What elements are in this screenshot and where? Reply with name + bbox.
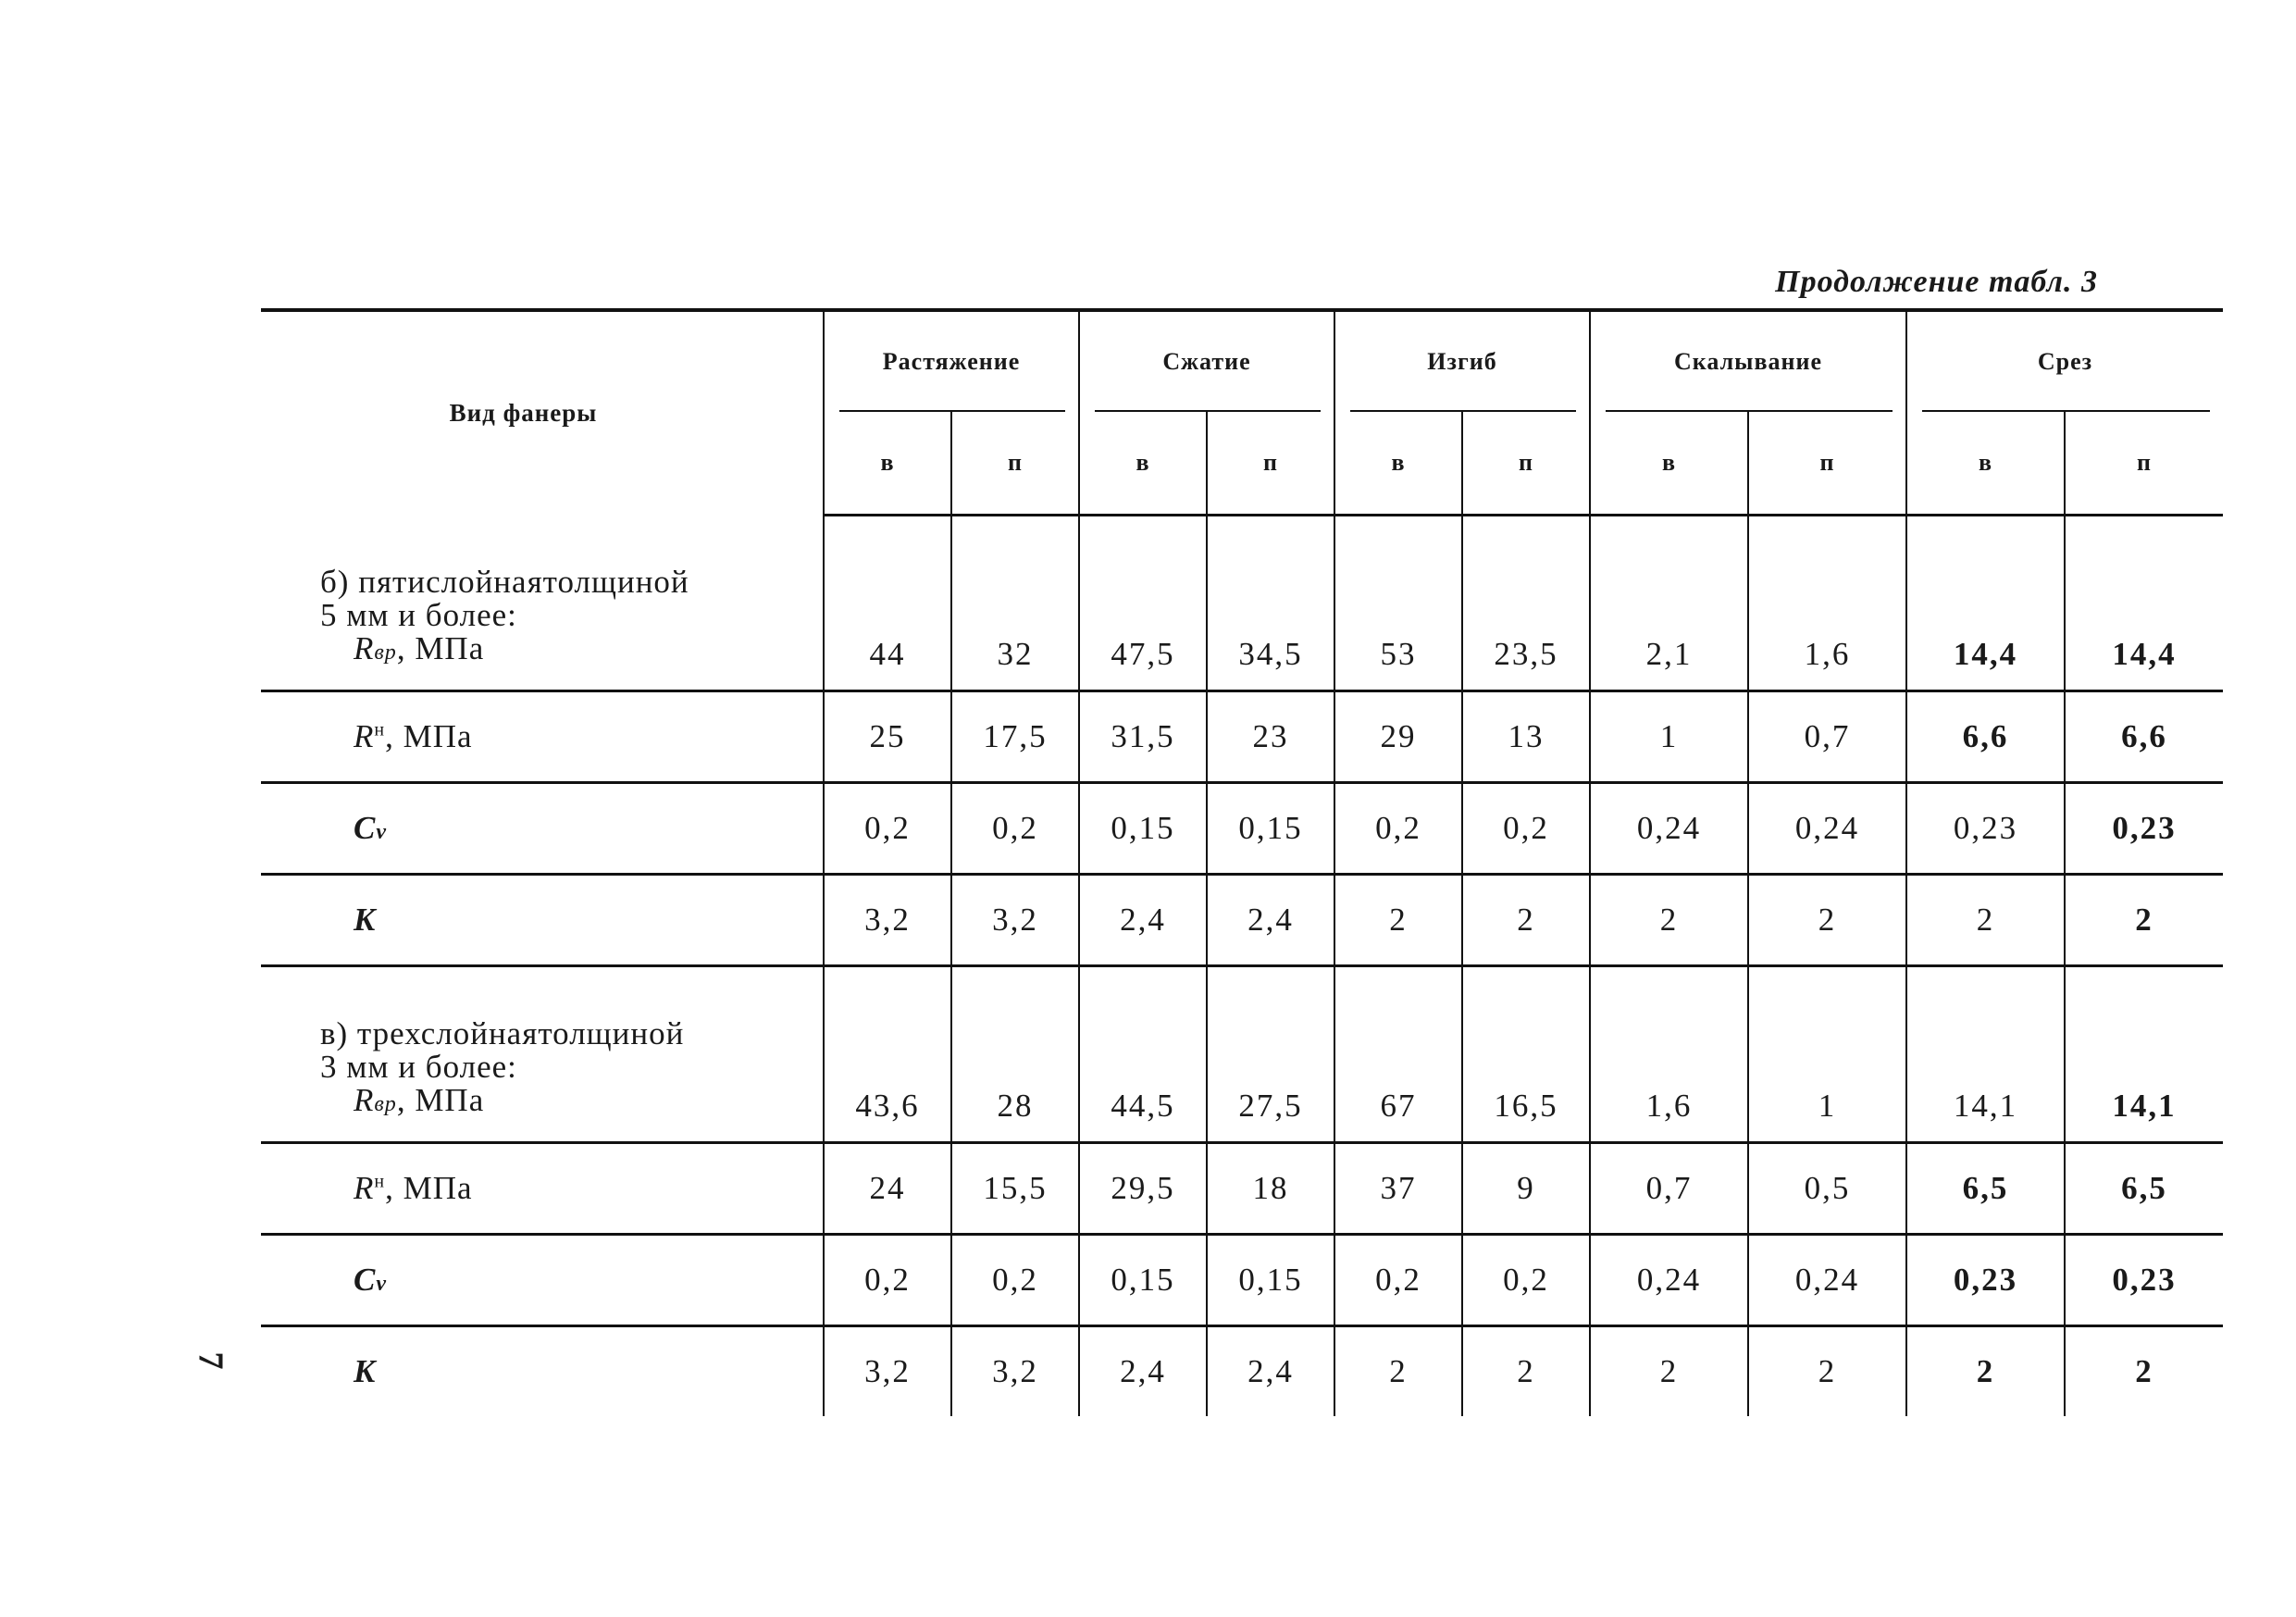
cell: 0,23	[2065, 1234, 2223, 1325]
cell: 2	[2065, 1325, 2223, 1416]
table-row	[261, 516, 2223, 691]
row-label	[261, 1234, 824, 1325]
row-label	[261, 1142, 824, 1234]
symbol: R	[354, 1081, 375, 1118]
cell: 0,2	[951, 782, 1079, 874]
cell: 37	[1334, 1142, 1462, 1234]
table-row	[261, 965, 2223, 1142]
cell: 47,5	[1079, 516, 1207, 691]
group-label: Изгиб	[1427, 348, 1497, 375]
cell: 0,7	[1748, 690, 1906, 782]
group-header	[1906, 310, 2223, 412]
cell: 2	[1334, 1325, 1462, 1416]
cell: 44	[824, 516, 951, 691]
cell: 6,5	[2065, 1142, 2223, 1234]
cell: 1	[1748, 965, 1906, 1142]
cell: 14,1	[1906, 965, 2065, 1142]
cell: 23	[1207, 690, 1334, 782]
cell: 0,2	[824, 1234, 951, 1325]
cell: 1,6	[1590, 965, 1748, 1142]
cell: 1,6	[1748, 516, 1906, 691]
row-label	[261, 874, 824, 965]
table-row	[261, 1234, 2223, 1325]
row-label	[261, 965, 824, 1142]
symbol-superscript: н	[374, 1170, 386, 1191]
unit: , МПа	[396, 1081, 485, 1118]
group-header	[1334, 310, 1590, 412]
cell: 29	[1334, 690, 1462, 782]
group-label: Сжатие	[1162, 348, 1251, 375]
symbol-subscript: вр	[374, 640, 397, 665]
cell: 0,5	[1748, 1142, 1906, 1234]
section-title: б) пятислойная	[320, 563, 543, 600]
cell: 16,5	[1462, 965, 1590, 1142]
unit: , МПа	[396, 629, 485, 666]
cell: 3,2	[951, 874, 1079, 965]
cell: 0,2	[1334, 782, 1462, 874]
group-header	[1590, 310, 1906, 412]
cell: 6,6	[1906, 690, 2065, 782]
cell: 0,2	[951, 1234, 1079, 1325]
cell: 9	[1462, 1142, 1590, 1234]
cell: 0,15	[1207, 1234, 1334, 1325]
cell: 2	[1748, 874, 1906, 965]
symbol: C	[354, 809, 377, 846]
cell: 2	[1748, 1325, 1906, 1416]
cell: 0,2	[824, 782, 951, 874]
cell: 0,15	[1207, 782, 1334, 874]
cell: 14,1	[2065, 965, 2223, 1142]
cell: 14,4	[2065, 516, 2223, 691]
section-title-suffix: толщиной	[542, 563, 689, 600]
cell: 23,5	[1462, 516, 1590, 691]
cell: 32	[951, 516, 1079, 691]
cell: 2,1	[1590, 516, 1748, 691]
row-label	[261, 782, 824, 874]
cell: 31,5	[1079, 690, 1207, 782]
sub-header: п	[2065, 412, 2223, 516]
cell: 18	[1207, 1142, 1334, 1234]
symbol-subscript: v	[376, 1271, 388, 1296]
cell: 3,2	[824, 874, 951, 965]
page-number: 7	[191, 1351, 230, 1370]
table-row	[261, 1325, 2223, 1416]
cell: 2	[1462, 1325, 1590, 1416]
unit: , МПа	[385, 717, 473, 754]
cell: 43,6	[824, 965, 951, 1142]
cell: 2,4	[1079, 874, 1207, 965]
table-row	[261, 690, 2223, 782]
sub-header: в	[1334, 412, 1462, 516]
plywood-strength-table	[261, 308, 2223, 1416]
cell: 13	[1462, 690, 1590, 782]
sub-header: в	[1079, 412, 1207, 516]
cell: 6,6	[2065, 690, 2223, 782]
row-label	[261, 516, 824, 691]
cell: 0,2	[1334, 1234, 1462, 1325]
table-caption: Продолжение табл. 3	[1775, 265, 2098, 299]
section-title-suffix: толщиной	[538, 1014, 685, 1051]
symbol-superscript: н	[374, 718, 386, 740]
sub-header: п	[951, 412, 1079, 516]
cell: 14,4	[1906, 516, 2065, 691]
cell: 0,15	[1079, 782, 1207, 874]
symbol: K	[354, 901, 377, 938]
cell: 0,23	[1906, 782, 2065, 874]
cell: 0,23	[2065, 782, 2223, 874]
sub-header: в	[824, 412, 951, 516]
cell: 0,2	[1462, 782, 1590, 874]
cell: 2	[2065, 874, 2223, 965]
group-label: Срез	[2037, 348, 2093, 375]
sub-header: п	[1462, 412, 1590, 516]
cell: 2	[1906, 874, 2065, 965]
row-label	[261, 1325, 824, 1416]
cell: 29,5	[1079, 1142, 1207, 1234]
cell: 17,5	[951, 690, 1079, 782]
cell: 0,24	[1590, 782, 1748, 874]
cell: 24	[824, 1142, 951, 1234]
cell: 1	[1590, 690, 1748, 782]
cell: 2	[1590, 1325, 1748, 1416]
cell: 28	[951, 965, 1079, 1142]
cell: 2	[1590, 874, 1748, 965]
cell: 34,5	[1207, 516, 1334, 691]
cell: 2,4	[1207, 874, 1334, 965]
table-row	[261, 874, 2223, 965]
cell: 0,24	[1748, 782, 1906, 874]
cell: 2	[1462, 874, 1590, 965]
cell: 2,4	[1207, 1325, 1334, 1416]
cell: 27,5	[1207, 965, 1334, 1142]
sub-header: п	[1748, 412, 1906, 516]
cell: 0,23	[1906, 1234, 2065, 1325]
cell: 0,24	[1748, 1234, 1906, 1325]
sub-header: в	[1906, 412, 2065, 516]
cell: 67	[1334, 965, 1462, 1142]
symbol-subscript: вр	[374, 1091, 397, 1116]
symbol: K	[354, 1352, 377, 1389]
symbol: C	[354, 1261, 377, 1298]
cell: 2	[1906, 1325, 2065, 1416]
sub-header: в	[1590, 412, 1748, 516]
cell: 0,7	[1590, 1142, 1748, 1234]
cell: 44,5	[1079, 965, 1207, 1142]
cell: 53	[1334, 516, 1462, 691]
group-header	[824, 310, 1079, 412]
group-label: Скалывание	[1673, 348, 1823, 375]
section-subtitle: 5 мм и более:	[320, 596, 517, 633]
cell: 15,5	[951, 1142, 1079, 1234]
section-subtitle: 3 мм и более:	[320, 1048, 517, 1085]
cell: 3,2	[951, 1325, 1079, 1416]
symbol-subscript: v	[376, 819, 388, 844]
unit: , МПа	[385, 1169, 473, 1206]
cell: 2	[1334, 874, 1462, 965]
cell: 2,4	[1079, 1325, 1207, 1416]
symbol: R	[354, 717, 375, 754]
table-row	[261, 1142, 2223, 1234]
table-row	[261, 782, 2223, 874]
row-label	[261, 690, 824, 782]
group-label: Растяжение	[882, 348, 1021, 375]
group-header	[1079, 310, 1334, 412]
cell: 0,15	[1079, 1234, 1207, 1325]
name-column-header: Вид фанеры	[261, 310, 824, 516]
symbol: R	[354, 629, 375, 666]
cell: 6,5	[1906, 1142, 2065, 1234]
cell: 0,2	[1462, 1234, 1590, 1325]
cell: 25	[824, 690, 951, 782]
symbol: R	[354, 1169, 375, 1206]
section-title: в) трехслойная	[320, 1014, 539, 1051]
sub-header: п	[1207, 412, 1334, 516]
cell: 3,2	[824, 1325, 951, 1416]
cell: 0,24	[1590, 1234, 1748, 1325]
